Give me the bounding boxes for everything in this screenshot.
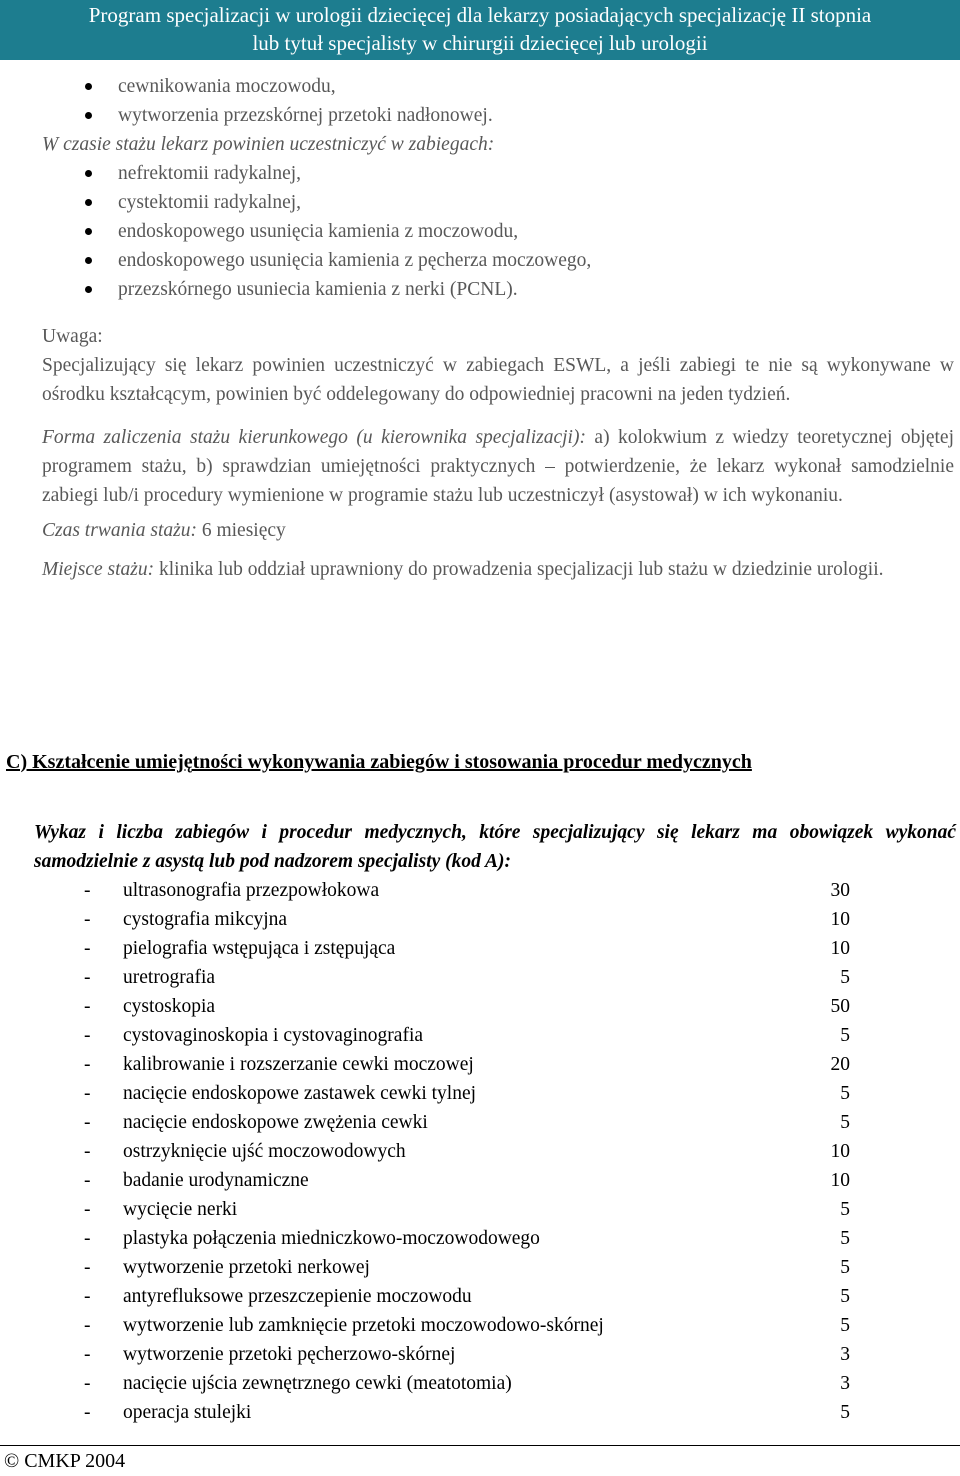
page-header bbox=[0, 0, 960, 60]
place-text: klinika lub oddział uprawniony do prowadzenia specjalizacji lub stażu w dziedzinie urologii. bbox=[154, 559, 884, 580]
procedure-count: 10 bbox=[830, 1170, 850, 1191]
procedure-row bbox=[34, 992, 956, 1021]
procedure-name: plastyka połączenia miedniczkowo-moczowodowego bbox=[123, 1228, 540, 1249]
top-bullet-list bbox=[42, 72, 954, 130]
procedure-count: 5 bbox=[840, 1286, 850, 1307]
participation-intro: W czasie stażu lekarz powinien uczestniczyć w zabiegach: bbox=[42, 134, 495, 155]
procedure-row bbox=[34, 1398, 956, 1427]
procedure-count: 5 bbox=[840, 1025, 850, 1046]
procedure-name: cystovaginoskopia i cystovaginografia bbox=[123, 1025, 424, 1046]
header-line-1: Program specjalizacji w urologii dziecięcej dla lekarzy posiadających specjalizację II stopnia bbox=[88, 3, 872, 27]
procedure-count: 50 bbox=[830, 996, 850, 1017]
procedure-row bbox=[34, 1166, 956, 1195]
procedure-dash: - bbox=[84, 1344, 91, 1365]
procedure-name: wytworzenie lub zamknięcie przetoki moczowodowo-skórnej bbox=[123, 1315, 604, 1336]
assessment-label: Forma zaliczenia stażu kierunkowego (u kierownika specjalizacji): bbox=[42, 427, 586, 448]
duration-label: Czas trwania stażu: bbox=[42, 520, 197, 541]
assessment-paragraph bbox=[42, 423, 954, 510]
procedure-count: 5 bbox=[840, 1402, 850, 1423]
procedure-row bbox=[34, 1137, 956, 1166]
procedure-dash: - bbox=[84, 1141, 91, 1162]
note-label: Uwaga: bbox=[42, 326, 103, 347]
procedure-row bbox=[34, 1195, 956, 1224]
procedure-count: 5 bbox=[840, 1199, 850, 1220]
copyright-text: © CMKP 2004 bbox=[4, 1450, 126, 1472]
procedure-count: 3 bbox=[840, 1344, 850, 1365]
procedure-dash: - bbox=[84, 1170, 91, 1191]
procedure-dash: - bbox=[84, 1025, 91, 1046]
procedure-name: wytworzenie przetoki nerkowej bbox=[123, 1257, 370, 1278]
procedure-row bbox=[34, 1079, 956, 1108]
procedure-dash: - bbox=[84, 1286, 91, 1307]
procedures-intro: Wykaz i liczba zabiegów i procedur medycznych, które specjalizujący się lekarz ma obowiązek wykonać samodzielnie z asystą lub pod nadzorem specjalisty (kod A): bbox=[34, 822, 956, 872]
procedure-dash: - bbox=[84, 938, 91, 959]
procedure-row bbox=[34, 1369, 956, 1398]
procedure-row bbox=[34, 1021, 956, 1050]
procedure-count: 5 bbox=[840, 967, 850, 988]
procedure-name: kalibrowanie i rozszerzanie cewki moczowej bbox=[123, 1054, 474, 1075]
procedure-dash: - bbox=[84, 1054, 91, 1075]
procedure-count: 5 bbox=[840, 1257, 850, 1278]
procedure-dash: - bbox=[84, 909, 91, 930]
duration-line bbox=[42, 516, 954, 545]
list-item: wytworzenia przezskórnej przetoki nadłonowej. bbox=[118, 101, 954, 130]
procedure-row bbox=[34, 1108, 956, 1137]
procedure-dash: - bbox=[84, 967, 91, 988]
procedure-name: ostrzyknięcie ujść moczowodowych bbox=[123, 1141, 406, 1162]
assessment-text: a) kolokwium z wiedzy teoretycznej objętej programem stażu, b) sprawdzian umiejętności praktycznych – potwierdzenie, że lekarz wykonał samodzielnie zabiegi lub/i procedury wymienione w programie stażu lub uczestniczył (asystował) w ich wykonaniu. bbox=[42, 427, 954, 506]
procedure-row bbox=[34, 934, 956, 963]
procedure-dash: - bbox=[84, 1315, 91, 1336]
procedure-row bbox=[34, 1050, 956, 1079]
procedure-count: 10 bbox=[830, 938, 850, 959]
procedure-row bbox=[34, 1340, 956, 1369]
procedure-dash: - bbox=[84, 1402, 91, 1423]
procedure-name: nacięcie endoskopowe zwężenia cewki bbox=[123, 1112, 428, 1133]
procedure-count: 10 bbox=[830, 909, 850, 930]
procedure-dash: - bbox=[84, 1199, 91, 1220]
procedure-name: wytworzenie przetoki pęcherzowo-skórnej bbox=[123, 1344, 456, 1365]
procedure-name: wycięcie nerki bbox=[123, 1199, 238, 1220]
duration-value: 6 miesięcy bbox=[196, 520, 286, 541]
place-paragraph bbox=[42, 555, 954, 584]
list-item: przezskórnego usuniecia kamienia z nerki (PCNL). bbox=[118, 275, 954, 304]
procedure-dash: - bbox=[84, 996, 91, 1017]
procedures-list bbox=[34, 876, 956, 1427]
procedure-name: ultrasonografia przezpowłokowa bbox=[123, 880, 380, 901]
procedure-name: nacięcie endoskopowe zastawek cewki tylnej bbox=[123, 1083, 477, 1104]
list-item: nefrektomii radykalnej, bbox=[118, 159, 954, 188]
procedure-count: 5 bbox=[840, 1228, 850, 1249]
list-item: cewnikowania moczowodu, bbox=[118, 72, 954, 101]
participation-list bbox=[42, 159, 954, 304]
procedure-row bbox=[34, 905, 956, 934]
procedure-dash: - bbox=[84, 1083, 91, 1104]
procedure-row bbox=[34, 1253, 956, 1282]
procedure-count: 3 bbox=[840, 1373, 850, 1394]
procedure-dash: - bbox=[84, 1112, 91, 1133]
procedure-dash: - bbox=[84, 880, 91, 901]
procedure-name: antyrefluksowe przeszczepienie moczowodu bbox=[123, 1286, 472, 1307]
procedure-count: 5 bbox=[840, 1315, 850, 1336]
procedure-dash: - bbox=[84, 1228, 91, 1249]
procedure-row bbox=[34, 1282, 956, 1311]
procedure-name: operacja stulejki bbox=[123, 1402, 252, 1423]
procedure-name: uretrografia bbox=[123, 967, 216, 988]
procedure-row bbox=[34, 1311, 956, 1340]
procedure-name: pielografia wstępująca i zstępująca bbox=[123, 938, 396, 959]
procedure-name: nacięcie ujścia zewnętrznego cewki (meatotomia) bbox=[123, 1373, 512, 1394]
document-body bbox=[42, 72, 954, 584]
procedure-name: cystografia mikcyjna bbox=[123, 909, 288, 930]
procedure-dash: - bbox=[84, 1257, 91, 1278]
procedures-section bbox=[34, 818, 956, 1427]
list-item: endoskopowego usunięcia kamienia z moczowodu, bbox=[118, 217, 954, 246]
place-label: Miejsce stażu: bbox=[42, 559, 155, 580]
procedure-count: 10 bbox=[830, 1141, 850, 1162]
list-item: endoskopowego usunięcia kamienia z pęcherza moczowego, bbox=[118, 246, 954, 275]
procedure-name: cystoskopia bbox=[123, 996, 216, 1017]
procedure-count: 5 bbox=[840, 1083, 850, 1104]
procedure-row bbox=[34, 963, 956, 992]
procedure-name: badanie urodynamiczne bbox=[123, 1170, 309, 1191]
header-line-2: lub tytuł specjalisty w chirurgii dziecięcej lub urologii bbox=[252, 31, 708, 55]
procedure-row bbox=[34, 1224, 956, 1253]
procedure-count: 5 bbox=[840, 1112, 850, 1133]
procedure-row bbox=[34, 876, 956, 905]
procedure-count: 30 bbox=[830, 880, 850, 901]
page-footer bbox=[0, 1445, 960, 1476]
section-c-title: C) Kształcenie umiejętności wykonywania zabiegów i stosowania procedur medycznych bbox=[6, 751, 752, 773]
procedure-dash: - bbox=[84, 1373, 91, 1394]
list-item: cystektomii radykalnej, bbox=[118, 188, 954, 217]
procedure-count: 20 bbox=[830, 1054, 850, 1075]
note-text: Specjalizujący się lekarz powinien uczestniczyć w zabiegach ESWL, a jeśli zabiegi te nie są wykonywane w ośrodku kształcącym, powinien być oddelegowany do odpowiedniej pracowni na jeden tydzień. bbox=[42, 355, 954, 405]
